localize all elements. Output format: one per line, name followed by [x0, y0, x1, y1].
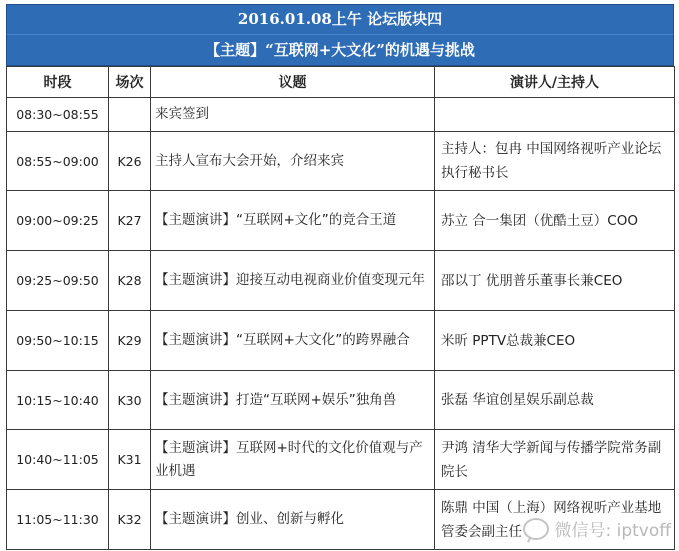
row-session: K32	[109, 490, 151, 550]
wechat-icon	[523, 518, 549, 540]
agenda-theme-title: 【主题】“互联网+大文化”的机遇与挑战	[7, 34, 673, 65]
row-session: K30	[109, 371, 151, 430]
watermark-text: 微信号: iptvoff	[554, 521, 671, 541]
row-topic: 【主题演讲】“互联网+大文化”的跨界融合	[151, 311, 435, 371]
row-speaker: 苏立 合一集团（优酷土豆）COO	[435, 191, 675, 251]
row-time: 10:15~10:40	[7, 371, 109, 430]
row-speaker: 主持人：包冉 中国网络视听产业论坛执行秘书长	[435, 132, 675, 191]
table-row	[7, 371, 675, 430]
row-topic: 【主题演讲】互联网+时代的文化价值观与产业机遇	[151, 430, 435, 490]
row-speaker: 陈鼎 中国（上海）网络视听产业基地管委会副主任	[435, 490, 675, 550]
row-time: 08:55~09:00	[7, 132, 109, 191]
column-header-speaker: 演讲人/主持人	[435, 67, 675, 98]
table-row	[7, 132, 675, 191]
row-session: K27	[109, 191, 151, 251]
agenda-date-title: 2016.01.08上午 论坛版块四	[237, 10, 443, 28]
row-topic: 来宾签到	[151, 98, 435, 132]
row-time: 10:40~11:05	[7, 430, 109, 490]
column-header-topic: 议题	[151, 67, 435, 98]
row-session: K28	[109, 251, 151, 311]
wechat-watermark	[523, 516, 672, 541]
row-session	[109, 98, 151, 132]
column-header-session: 场次	[109, 67, 151, 98]
agenda-table	[6, 66, 675, 550]
row-speaker: 尹鸿 清华大学新闻与传播学院常务副院长	[435, 430, 675, 490]
row-time: 11:05~11:30	[7, 490, 109, 550]
row-session: K26	[109, 132, 151, 191]
row-speaker	[435, 98, 675, 132]
row-session: K31	[109, 430, 151, 490]
column-header-time: 时段	[7, 67, 109, 98]
table-row	[7, 311, 675, 371]
table-header-row	[7, 67, 675, 98]
row-time: 09:00~09:25	[7, 191, 109, 251]
table-row	[7, 430, 675, 490]
row-speaker: 米昕 PPTV总裁兼CEO	[435, 311, 675, 371]
row-session: K29	[109, 311, 151, 371]
row-time: 08:30~08:55	[7, 98, 109, 132]
row-time: 09:25~09:50	[7, 251, 109, 311]
row-topic: 【主题演讲】迎接互动电视商业价值变现元年	[151, 251, 435, 311]
row-topic: 【主题演讲】创业、创新与孵化	[151, 490, 435, 550]
row-topic: 主持人宣布大会开始，介绍来宾	[151, 132, 435, 191]
row-speaker: 邵以丁 优朋普乐董事长兼CEO	[435, 251, 675, 311]
table-row	[7, 98, 675, 132]
row-topic: 【主题演讲】打造“互联网+娱乐”独角兽	[151, 371, 435, 430]
agenda-banner	[6, 4, 674, 66]
row-time: 09:50~10:15	[7, 311, 109, 371]
table-row	[7, 251, 675, 311]
agenda-container	[6, 4, 674, 550]
table-row	[7, 191, 675, 251]
row-speaker: 张磊 华谊创星娱乐副总裁	[435, 371, 675, 430]
row-topic: 【主题演讲】“互联网+文化”的竞合王道	[151, 191, 435, 251]
